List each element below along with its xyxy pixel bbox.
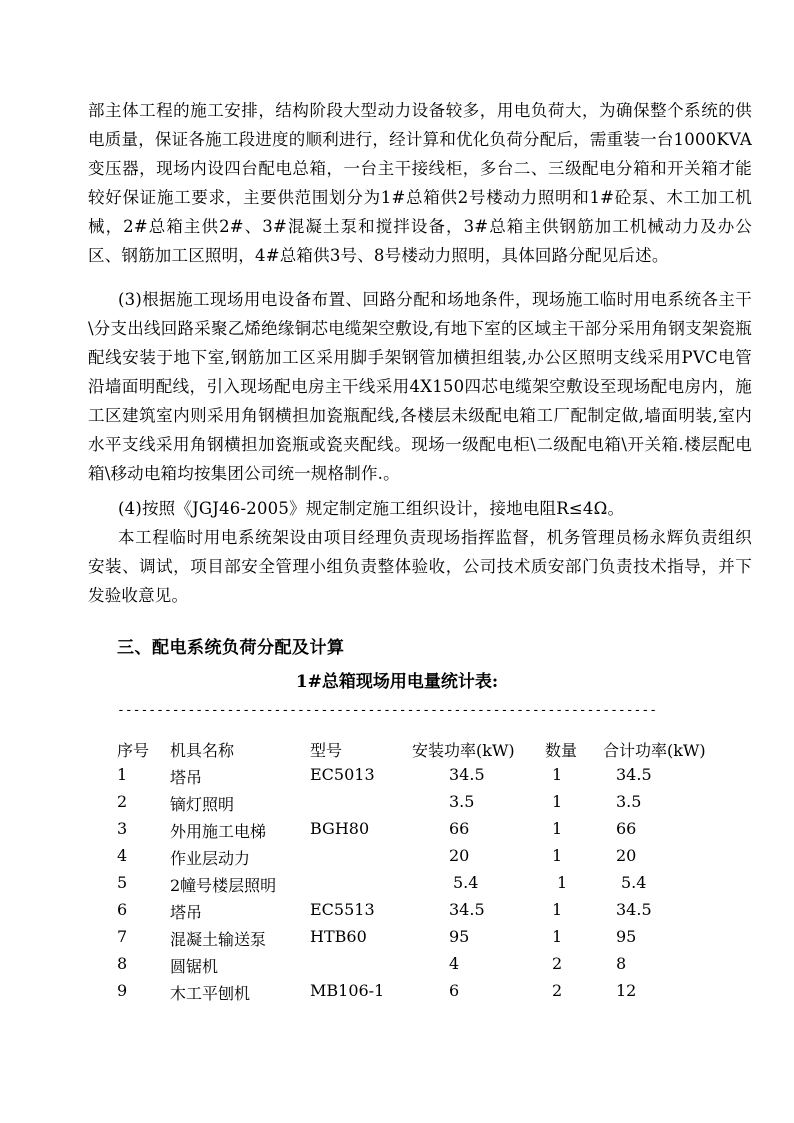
cell-model: BGH80 (310, 819, 370, 838)
cell-installed-power: 20 (449, 846, 470, 865)
paragraph-3 (88, 494, 752, 523)
cell-model: MB106-1 (310, 981, 385, 1000)
cell-installed-power: 66 (449, 819, 470, 838)
header-equipment: 机具名称 (170, 741, 235, 760)
cell-index: 5 (117, 873, 128, 892)
cell-equipment: 混凝土输送泵 (170, 930, 267, 949)
table-row (0, 846, 794, 873)
cell-equipment: 木工平刨机 (170, 984, 251, 1003)
cell-total-power: 95 (616, 927, 637, 946)
cell-quantity: 2 (552, 954, 563, 973)
cell-index: 8 (117, 954, 128, 973)
cell-index: 1 (117, 765, 128, 784)
cell-index: 4 (117, 846, 128, 865)
cell-total-power: 20 (616, 846, 637, 865)
cell-index: 2 (117, 792, 128, 811)
header-installed-power: 安装功率(kW) (412, 741, 515, 760)
cell-index: 6 (117, 900, 128, 919)
cell-installed-power: 34.5 (449, 765, 485, 784)
cell-quantity: 1 (552, 927, 563, 946)
cell-total-power: 3.5 (616, 792, 642, 811)
table-header-row (0, 738, 794, 765)
table-row (0, 765, 794, 792)
cell-installed-power: 34.5 (449, 900, 485, 919)
cell-index: 3 (117, 819, 128, 838)
table-row (0, 954, 794, 981)
header-total-power: 合计功率(kW) (603, 741, 706, 760)
cell-quantity: 1 (552, 819, 563, 838)
cell-total-power: 12 (616, 981, 637, 1000)
table-row (0, 900, 794, 927)
cell-index: 7 (117, 927, 128, 946)
cell-equipment: 作业层动力 (170, 849, 251, 868)
table-divider: --------------------------------------------------------------------- (117, 703, 658, 718)
cell-equipment: 2幢号楼层照明 (170, 876, 277, 895)
cell-total-power: 66 (616, 819, 637, 838)
table-row (0, 873, 794, 900)
cell-model: EC5513 (310, 900, 375, 919)
paragraph-4 (88, 523, 752, 610)
header-index: 序号 (117, 741, 150, 760)
header-model: 型号 (310, 741, 343, 760)
paragraph-2 (88, 285, 752, 488)
cell-installed-power: 95 (449, 927, 470, 946)
cell-model: EC5013 (310, 765, 375, 784)
cell-installed-power: 4 (449, 954, 460, 973)
paragraph-1 (88, 96, 752, 270)
cell-installed-power: 5.4 (453, 873, 479, 892)
header-quantity: 数量 (545, 741, 578, 760)
paragraph-text: (4)按照《JGJ46-2005》规定制定施工组织设计，接地电阻R≤4Ω。 (118, 499, 625, 518)
cell-model: HTB60 (310, 927, 367, 946)
cell-quantity: 1 (552, 765, 563, 784)
paragraph-text: 本工程临时用电系统架设由项目经理负责现场指挥监督，机务管理员杨永辉负责组织安装、调试，项目部安全管理小组负责整体验收，公司技术质安部门负责技术指导，并下发验收意见。 (88, 528, 752, 605)
cell-total-power: 34.5 (616, 900, 652, 919)
table-row (0, 819, 794, 846)
cell-total-power: 5.4 (621, 873, 647, 892)
paragraph-text: 部主体工程的施工安排，结构阶段大型动力设备较多，用电负荷大，为确保整个系统的供电质量，保证各施工段进度的顺利进行，经计算和优化负荷分配后，需重装一台1000KVA变压器，现场内设四台配电总箱，一台主干接线柜，多台二、三级配电分箱和开关箱才能较好保证施工要求，主要供范围划分为1#总箱供2号楼动力照明和1#砼泵、木工加工机械，2#总箱主供2#、3#混凝土泵和搅拌设备，3#总箱主供钢筋加工机械动力及办公区、钢筋加工区照明，4#总箱供3号、8号楼动力照明，具体回路分配见后述。 (88, 101, 752, 265)
table-row (0, 792, 794, 819)
cell-quantity: 1 (552, 846, 563, 865)
cell-equipment: 镝灯照明 (170, 795, 235, 814)
cell-installed-power: 3.5 (449, 792, 475, 811)
cell-installed-power: 6 (449, 981, 460, 1000)
cell-total-power: 34.5 (616, 765, 652, 784)
cell-quantity: 1 (557, 873, 568, 892)
cell-quantity: 2 (552, 981, 563, 1000)
table-row (0, 981, 794, 1008)
cell-equipment: 外用施工电梯 (170, 822, 267, 841)
load-table (0, 738, 794, 1008)
table-title: 1#总箱现场用电量统计表: (295, 672, 499, 692)
cell-equipment: 塔吊 (170, 903, 203, 922)
cell-equipment: 塔吊 (170, 768, 203, 787)
cell-equipment: 圆锯机 (170, 957, 219, 976)
cell-quantity: 1 (552, 900, 563, 919)
section-heading: 三、配电系统负荷分配及计算 (117, 638, 345, 658)
cell-total-power: 8 (616, 954, 627, 973)
table-row (0, 927, 794, 954)
cell-quantity: 1 (552, 792, 563, 811)
paragraph-text: (3)根据施工现场用电设备布置、回路分配和场地条件，现场施工临时用电系统各主干\分支出线回路采聚乙烯绝缘铜芯电缆架空敷设,有地下室的区域主干部分采用角钢支架瓷瓶配线安装于地下室,钢筋加工区采用脚手架钢管加横担组装,办公区照明支线采用PVC电管沿墙面明配线，引入现场配电房主干线采用4X150四芯电缆架空敷设至现场配电房内，施工区建筑室内则采用角钢横担加瓷瓶配线,各楼层未级配电箱工厂配制定做,墙面明装,室内水平支线采用角钢横担加瓷瓶或瓷夹配线。现场一级配电柜\二级配电箱\开关箱.楼层配电箱\移动电箱均按集团公司统一规格制作.。 (88, 290, 752, 483)
cell-index: 9 (117, 981, 128, 1000)
